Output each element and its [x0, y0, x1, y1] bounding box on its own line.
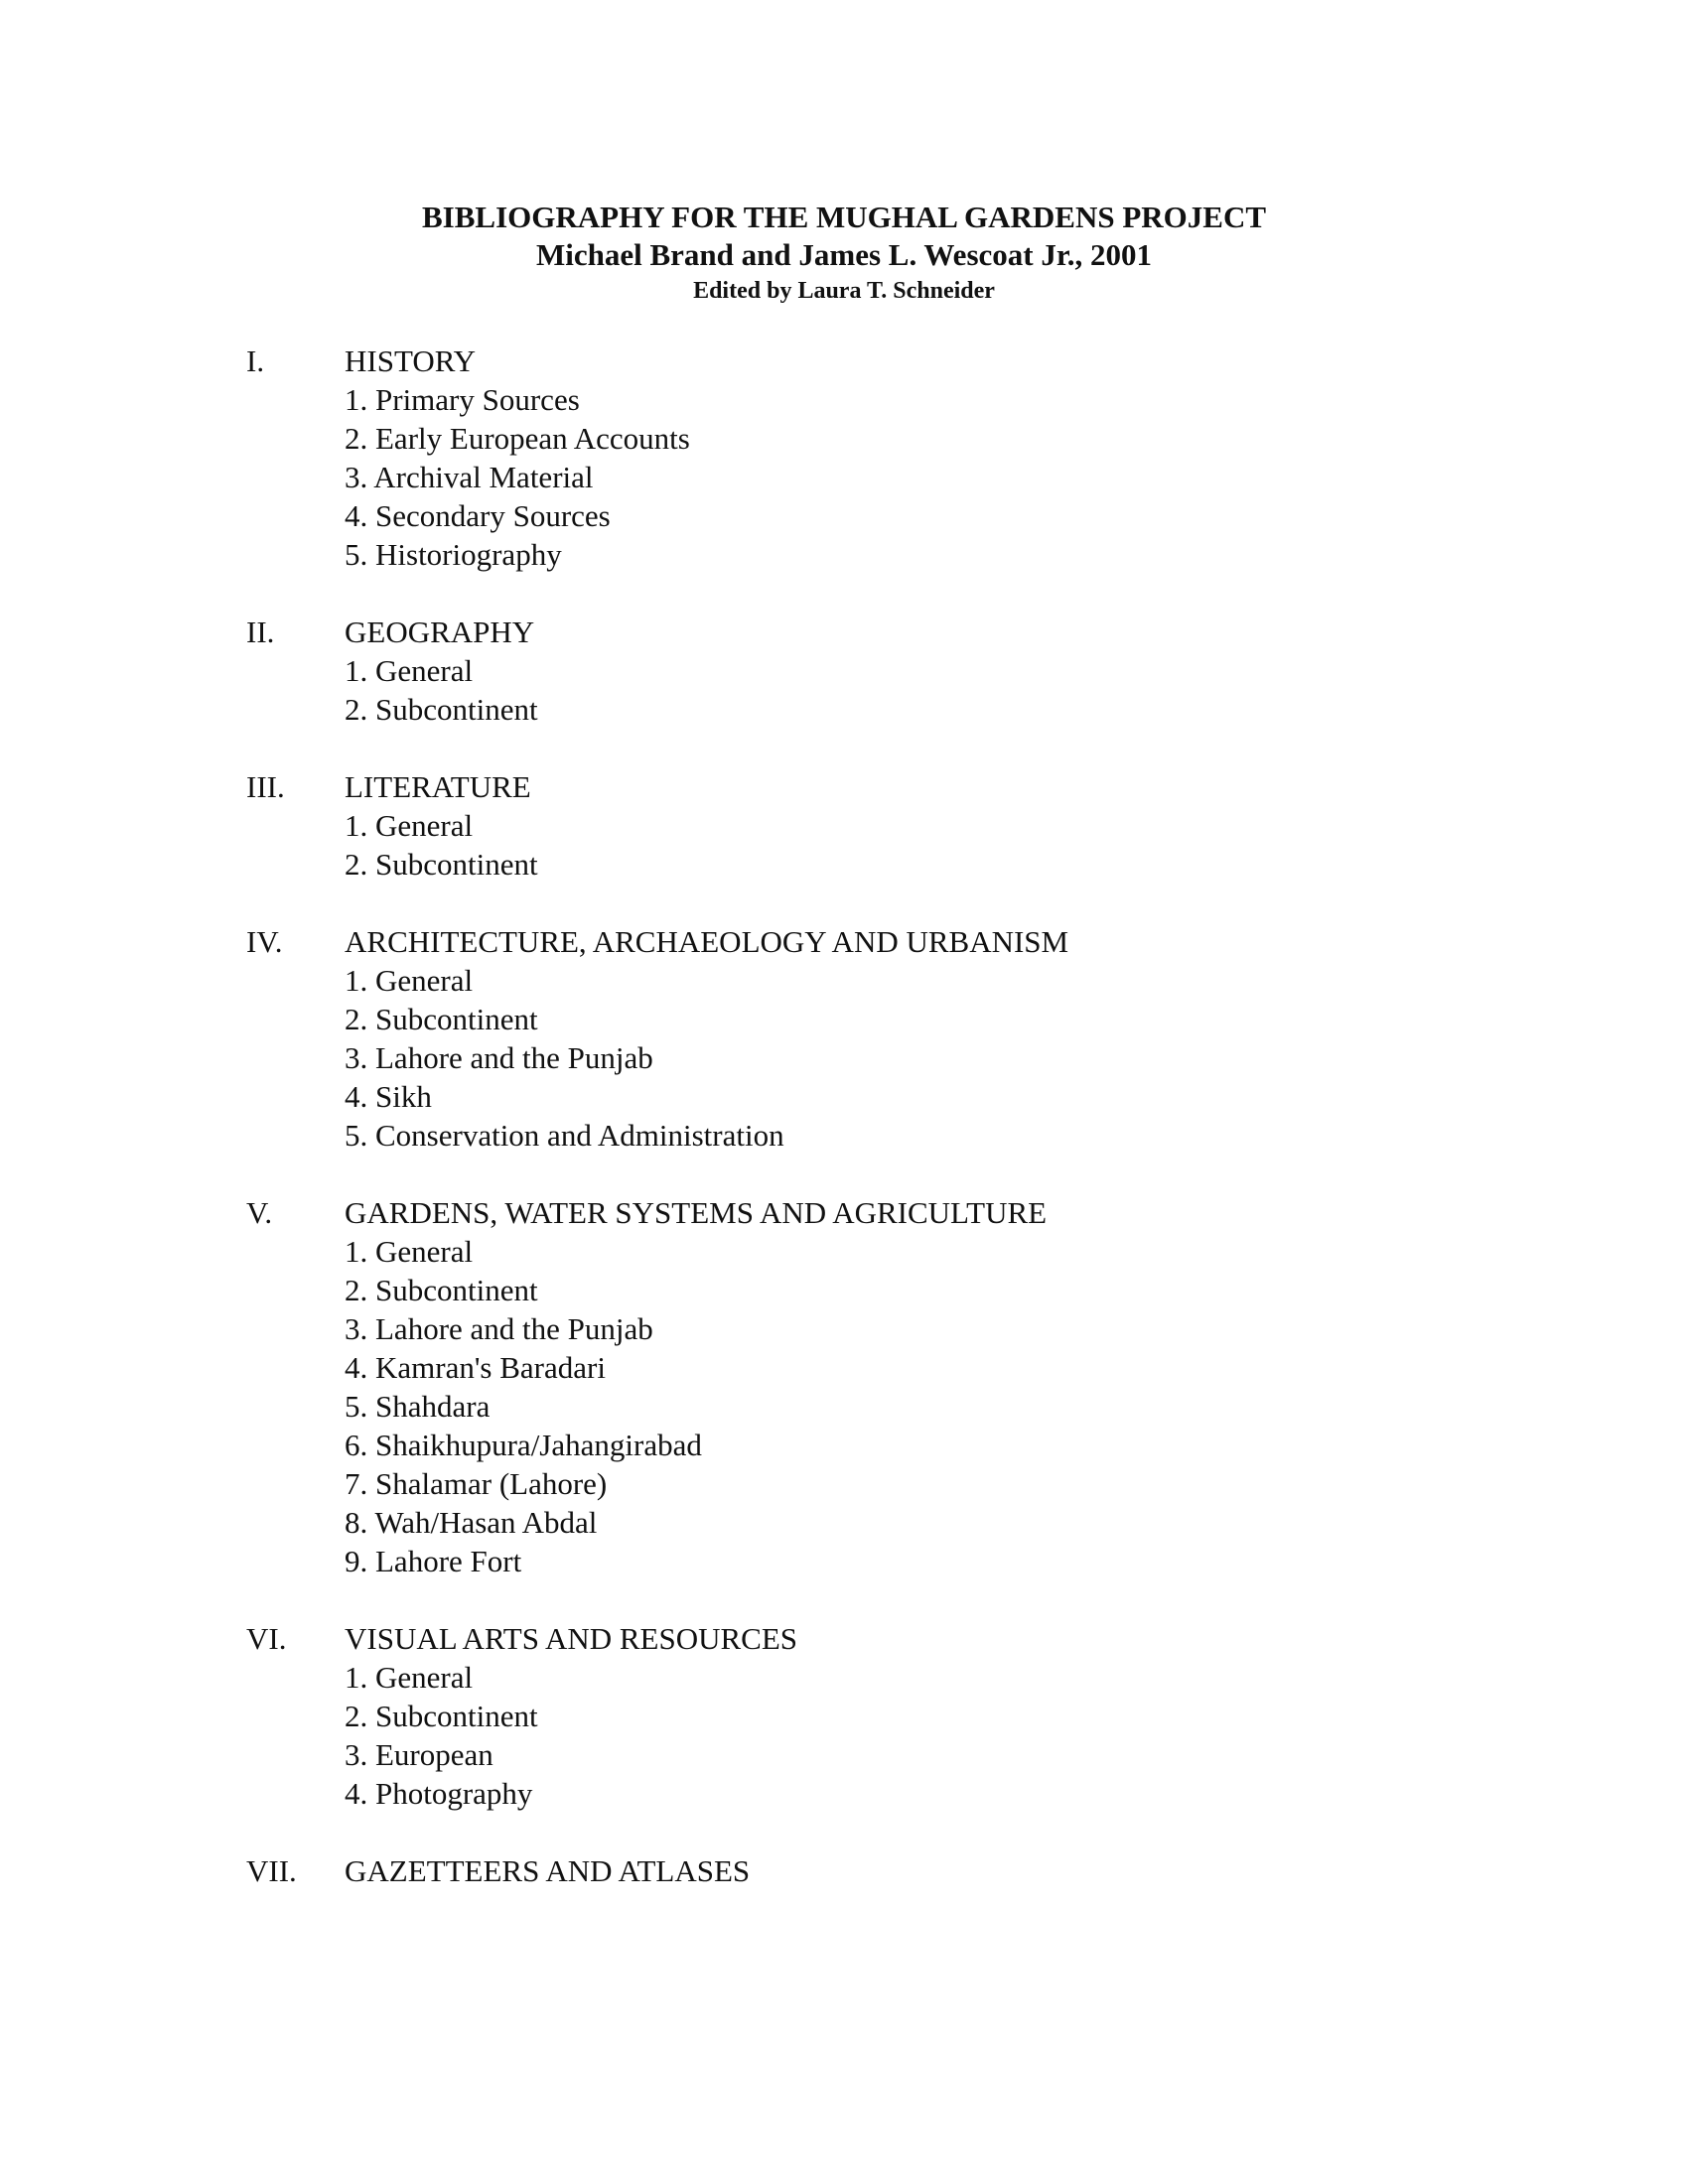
subsection-item: 3. Archival Material — [345, 460, 594, 494]
subsection-item: 9. Lahore Fort — [345, 1544, 522, 1578]
section-numeral: V. — [246, 1195, 273, 1230]
section-title: HISTORY — [345, 343, 477, 378]
subsection-item: 8. Wah/Hasan Abdal — [345, 1505, 598, 1540]
subsection-item: 3. Lahore and the Punjab — [345, 1040, 653, 1075]
section-title: GARDENS, WATER SYSTEMS AND AGRICULTURE — [345, 1195, 1048, 1230]
section-numeral: I. — [246, 343, 265, 378]
section-title: LITERATURE — [345, 769, 531, 804]
subsection-item: 4. Photography — [345, 1776, 533, 1811]
subsection-item: 2. Early European Accounts — [345, 421, 690, 456]
section-title: GEOGRAPHY — [345, 614, 535, 649]
subsection-item: 1. Primary Sources — [345, 382, 580, 417]
subsection-list — [345, 651, 1537, 729]
subsection-item: 7. Shalamar (Lahore) — [345, 1466, 608, 1501]
subsection-item: 2. Subcontinent — [345, 847, 538, 882]
subsection-list — [345, 961, 1537, 1155]
subsection-item: 2. Subcontinent — [345, 1273, 538, 1307]
section-literature — [246, 767, 1537, 884]
section-gazetteers — [246, 1851, 1537, 1890]
section-title: VISUAL ARTS AND RESOURCES — [345, 1621, 798, 1656]
document-authors: Michael Brand and James L. Wescoat Jr., 2001 — [535, 237, 1152, 272]
subsection-item: 4. Sikh — [345, 1079, 432, 1114]
subsection-item: 3. Lahore and the Punjab — [345, 1311, 653, 1346]
subsection-item: 1. General — [345, 808, 474, 843]
subsection-list — [345, 1658, 1537, 1813]
subsection-item: 5. Shahdara — [345, 1389, 491, 1424]
section-visual-arts — [246, 1619, 1537, 1813]
section-numeral: IV. — [246, 924, 283, 959]
subsection-item: 1. General — [345, 653, 474, 688]
section-numeral: II. — [246, 614, 275, 649]
section-gardens — [246, 1193, 1537, 1580]
bibliography-outline — [246, 341, 1537, 1929]
subsection-item: 4. Kamran's Baradari — [345, 1350, 606, 1385]
subsection-item: 3. European — [345, 1737, 493, 1772]
document-header — [0, 199, 1688, 308]
subsection-item: 2. Subcontinent — [345, 1699, 538, 1733]
subsection-item: 5. Conservation and Administration — [345, 1118, 784, 1153]
subsection-list — [345, 380, 1537, 574]
subsection-list — [345, 806, 1537, 884]
document-editor: Edited by Laura T. Schneider — [693, 278, 995, 304]
section-numeral: III. — [246, 769, 285, 804]
subsection-item: 4. Secondary Sources — [345, 498, 611, 533]
subsection-item: 5. Historiography — [345, 537, 562, 572]
section-history — [246, 341, 1537, 574]
section-numeral: VI. — [246, 1621, 287, 1656]
subsection-item: 2. Subcontinent — [345, 692, 538, 727]
subsection-item: 1. General — [345, 1234, 474, 1269]
section-title: GAZETTEERS AND ATLASES — [345, 1853, 751, 1888]
section-numeral: VII. — [246, 1853, 297, 1888]
subsection-item: 1. General — [345, 963, 474, 998]
subsection-item: 6. Shaikhupura/Jahangirabad — [345, 1428, 702, 1462]
document-title: BIBLIOGRAPHY FOR THE MUGHAL GARDENS PROJECT — [421, 200, 1267, 234]
section-architecture — [246, 922, 1537, 1155]
subsection-item: 1. General — [345, 1660, 474, 1695]
section-title: ARCHITECTURE, ARCHAEOLOGY AND URBANISM — [345, 924, 1069, 959]
section-geography — [246, 613, 1537, 729]
subsection-item: 2. Subcontinent — [345, 1002, 538, 1036]
subsection-list — [345, 1232, 1537, 1580]
